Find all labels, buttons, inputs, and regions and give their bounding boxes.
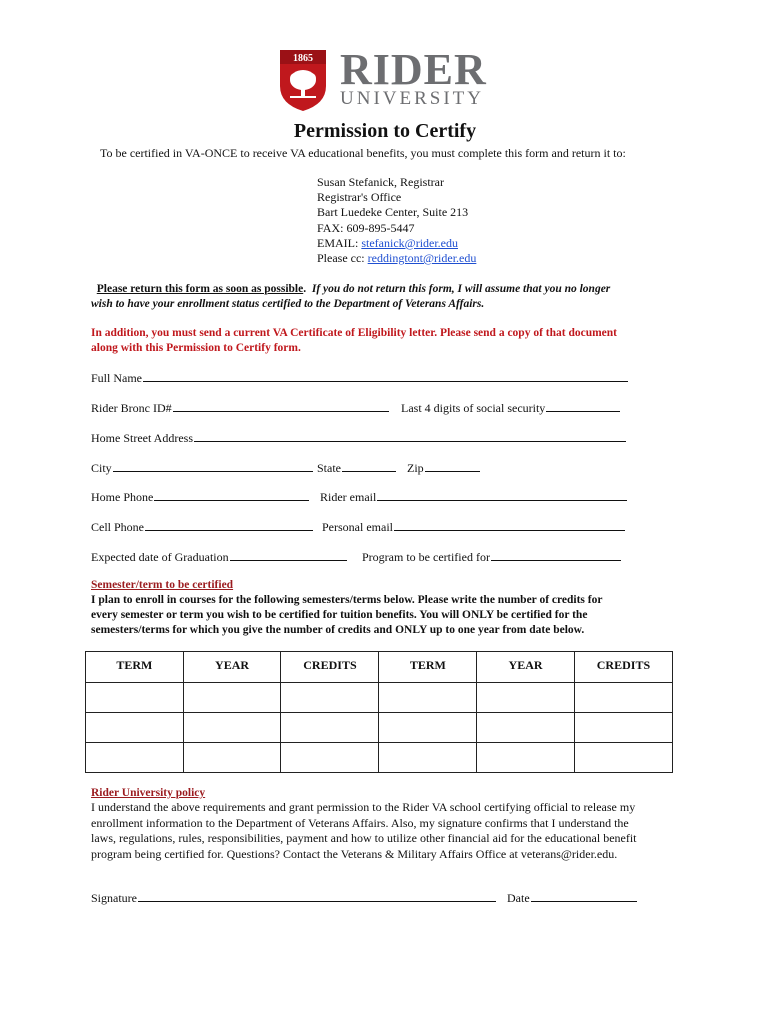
date-field[interactable]	[531, 890, 637, 902]
city-row	[91, 460, 313, 476]
program-label: Program to be certified for	[362, 550, 490, 564]
program-row	[362, 549, 621, 565]
program-field[interactable]	[491, 549, 621, 561]
street-row	[91, 430, 626, 446]
policy-line-2: enrollment information to the Department of Veterans Affairs. Also, my signature confirms that I understand the	[91, 815, 629, 830]
credits-cell[interactable]	[574, 743, 672, 773]
year-cell[interactable]	[183, 743, 281, 773]
term-cell[interactable]	[86, 713, 184, 743]
logo-name-rider: RIDER	[340, 45, 487, 94]
return-notice-emphasis: Please return this form as soon as possible	[96, 283, 304, 295]
cc-label: Please cc:	[317, 251, 368, 266]
semester-heading: Semester/term to be certified	[91, 579, 234, 591]
email-link[interactable]: stefanick@rider.edu	[361, 235, 459, 250]
term-cell[interactable]	[379, 743, 477, 773]
date-row	[507, 890, 637, 906]
grad-date-field[interactable]	[230, 549, 347, 561]
cell-phone-row	[91, 519, 313, 535]
semester-line-2: every semester or term you wish to be certified for tuition benefits. You will ONLY be certified for the	[91, 609, 588, 622]
page-title: Permission to Certify	[293, 120, 477, 142]
signature-field[interactable]	[138, 890, 496, 902]
year-cell[interactable]	[183, 713, 281, 743]
return-notice-warning-1: If you do not return this form, I will assume that you no longer	[311, 283, 611, 295]
cell-phone-label: Cell Phone	[91, 520, 144, 534]
bronc-id-row	[91, 400, 389, 416]
rider-email-field[interactable]	[377, 489, 627, 501]
intro-text: To be certified in VA-ONCE to receive VA educational benefits, you must complete this form and return it to:	[100, 146, 626, 160]
policy-line-1: I understand the above requirements and grant permission to the Rider VA school certifying official to release my	[91, 800, 636, 814]
policy-line-3: laws, regulations, rules, responsibilities, payment and how to utilize other financial aid for the educational benefit	[91, 831, 637, 845]
semester-instructions	[91, 593, 602, 639]
terms-table	[85, 651, 673, 773]
header-term-2: TERM	[379, 652, 477, 683]
home-phone-label: Home Phone	[91, 490, 154, 504]
semester-line-3: semesters/terms for which you give the number of credits and ONLY up to one year from date below.	[91, 624, 585, 637]
header-term-1: TERM	[86, 652, 184, 683]
address-fax: FAX: 609-895-5447	[317, 220, 415, 235]
credits-cell[interactable]	[281, 713, 379, 743]
shield-emblem-icon	[278, 48, 328, 112]
rider-email-row	[320, 489, 627, 505]
rider-logo	[278, 45, 498, 112]
ssn-label: Last 4 digits of social security	[401, 401, 546, 415]
year-cell[interactable]	[183, 683, 281, 713]
policy-heading: Rider University policy	[91, 787, 206, 799]
signature-row	[91, 890, 496, 906]
year-cell[interactable]	[477, 713, 575, 743]
full-name-row	[91, 370, 628, 386]
bronc-id-field[interactable]	[173, 400, 389, 412]
street-label: Home Street Address	[91, 431, 193, 445]
full-name-label: Full Name	[91, 371, 142, 385]
signature-label: Signature	[91, 891, 137, 905]
ssn-row	[401, 400, 620, 416]
grad-date-row	[91, 549, 347, 565]
logo-name-university: UNIVERSITY	[340, 88, 484, 109]
state-field[interactable]	[342, 460, 396, 472]
cell-phone-field[interactable]	[145, 519, 313, 531]
home-phone-row	[91, 489, 309, 505]
term-cell[interactable]	[379, 683, 477, 713]
address-block	[317, 175, 476, 266]
zip-label: Zip	[407, 461, 424, 475]
zip-field[interactable]	[425, 460, 480, 472]
term-cell[interactable]	[379, 713, 477, 743]
personal-email-field[interactable]	[394, 519, 625, 531]
credits-cell[interactable]	[574, 713, 672, 743]
table-row	[86, 743, 673, 773]
header-year-1: YEAR	[183, 652, 281, 683]
logo-year: 1865	[293, 53, 313, 64]
street-field[interactable]	[194, 430, 626, 442]
coe-notice-line-2: along with this Permission to Certify form.	[91, 342, 301, 354]
address-line-3: Bart Luedeke Center, Suite 213	[317, 205, 469, 220]
header-year-2: YEAR	[477, 652, 575, 683]
state-row	[317, 460, 396, 476]
header-credits-1: CREDITS	[281, 652, 379, 683]
date-label: Date	[507, 891, 530, 905]
return-notice: Please return this form as soon as possible. If you do not return this form, I will assume that you no longer wish to have your enrollment status certified to the Department of Veterans Affairs.	[91, 283, 611, 310]
coe-notice-line-1: In addition, you must send a current VA Certificate of Eligibility letter. Please send a copy of that document	[91, 327, 618, 339]
address-line-1: Susan Stefanick, Registrar	[317, 175, 444, 189]
header-credits-2: CREDITS	[574, 652, 672, 683]
credits-cell[interactable]	[574, 683, 672, 713]
city-field[interactable]	[113, 460, 313, 472]
credits-cell[interactable]	[281, 743, 379, 773]
ssn-field[interactable]	[546, 400, 620, 412]
terms-table-header	[86, 652, 673, 683]
table-row	[86, 683, 673, 713]
policy-line-4: program being certified for. Questions? Contact the Veterans & Military Affairs Office at veterans@rider.edu.	[91, 846, 618, 861]
term-cell[interactable]	[86, 683, 184, 713]
return-notice-warning-2: wish to have your enrollment status certified to the Department of Veterans Affairs.	[91, 297, 485, 310]
semester-line-1: I plan to enroll in courses for the following semesters/terms below. Please write the number of credits for	[91, 594, 603, 606]
personal-email-label: Personal email	[322, 520, 393, 534]
year-cell[interactable]	[477, 683, 575, 713]
coe-notice	[91, 326, 617, 356]
zip-row	[407, 460, 480, 476]
city-label: City	[91, 461, 112, 475]
year-cell[interactable]	[477, 743, 575, 773]
email-label: EMAIL:	[317, 235, 362, 250]
full-name-field[interactable]	[143, 370, 628, 382]
term-cell[interactable]	[86, 743, 184, 773]
address-line-2: Registrar's Office	[317, 190, 402, 205]
personal-email-row	[322, 519, 625, 535]
cc-link[interactable]: reddingtont@rider.edu	[367, 251, 477, 266]
address-email-row	[317, 236, 476, 251]
grad-date-label: Expected date of Graduation	[91, 550, 229, 564]
address-cc-row	[317, 251, 476, 266]
table-row	[86, 713, 673, 743]
rider-email-label: Rider email	[320, 490, 377, 504]
bronc-id-label: Rider Bronc ID#	[91, 401, 172, 415]
home-phone-field[interactable]	[154, 489, 309, 501]
state-label: State	[317, 461, 341, 475]
credits-cell[interactable]	[281, 683, 379, 713]
policy-text	[91, 800, 637, 862]
